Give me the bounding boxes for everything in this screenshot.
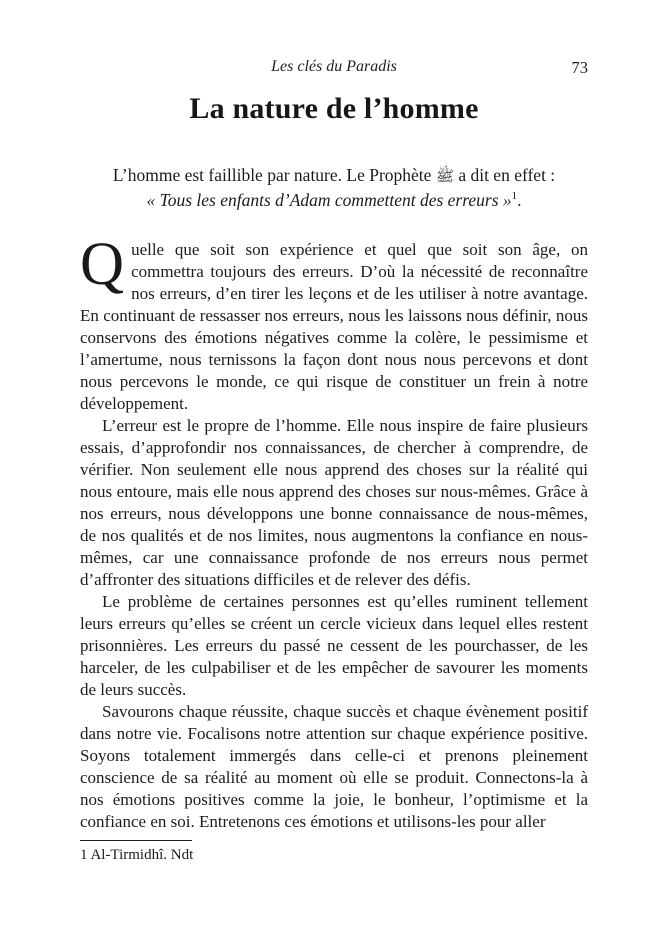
paragraph-4: Savourons chaque réussite, chaque succès et chaque évènement positif dans notre vie. Focalisons notre attention sur chaque expérience positive. Soyons totalement immergés dans celle-ci et prenons pleinement conscience de sa réalité au moment où elle se produit. Connectons-la à nos émotions positives comme la joie, le bonheur, l’optimisme et la confiance en soi. Entretenons ces émotions et utilisons-les pour aller <box>80 702 588 831</box>
paragraph-2: L’erreur est le propre de l’homme. Elle nous inspire de faire plusieurs essais, d’approfondir nos connaissances, de chercher à comprendre, de vérifier. Non seulement elle nous apprend des choses sur la réalité qui nous entoure, mais elle nous apprend des choses sur nous-mêmes. Grâce à nos erreurs, nous développons une bonne connaissance de nous-mêmes, de nos qualités et de nos limites, nous augmentons la confiance en nous-mêmes, car une connaissance profonde de nos erreurs nous permet d’affronter des situations difficiles et de relever des défis. <box>80 416 588 589</box>
footnote-number: 1 <box>80 847 88 863</box>
intro-line1-suffix: a dit en effet : <box>453 165 556 185</box>
dropcap-letter: Q <box>80 231 125 298</box>
paragraph-1-text: uelle que soit son expérience et quel que soit son âge, on commettra toujours des erreurs. D’où la nécessité de reconnaître nos erreurs, d’en tirer les leçons et de les utiliser à notre avantage. En continuant de ressasser nos erreurs, nous les laissons nous définir, nous conservons des émotions négatives comme la colère, le pessimisme et l’amertume, nous ternissons la façon dont nous nous percevons et dont nous percevons le monde, ce qui risque de constituer un frein à notre développement. <box>80 240 588 413</box>
intro-block <box>80 163 588 213</box>
footnote-block <box>80 840 588 865</box>
footnote-text: Al-Tirmidhî. Ndt <box>90 847 194 863</box>
footnote-rule <box>80 840 192 841</box>
quote-end-period: . <box>517 190 522 210</box>
paragraph-1 <box>80 231 588 415</box>
running-head-title: Les clés du Paradis <box>271 58 397 75</box>
hadith-quote: « Tous les enfants d’Adam commettent des erreurs » <box>146 190 512 210</box>
page-number: 73 <box>571 58 588 77</box>
chapter-title: La nature de l’homme <box>189 92 479 125</box>
intro-line1-prefix: L’homme est faillible par nature. Le Prophète <box>112 165 436 185</box>
body-text <box>80 231 588 833</box>
page-content <box>80 0 588 865</box>
footnote-reference: 1 <box>511 190 518 203</box>
intro-quote-line <box>80 188 588 213</box>
pbuh-symbol: ﷺ <box>435 169 454 185</box>
paragraph-3: Le problème de certaines personnes est qu’elles ruminent tellement leurs erreurs qu’elles se créent un cercle vicieux dans lequel elles restent prisonnières. Les erreurs du passé ne cessent de les pourchasser, de les harceler, de les culpabiliser et de les empêcher de savourer les moments de leurs succès. <box>80 592 588 699</box>
running-head <box>80 58 588 76</box>
